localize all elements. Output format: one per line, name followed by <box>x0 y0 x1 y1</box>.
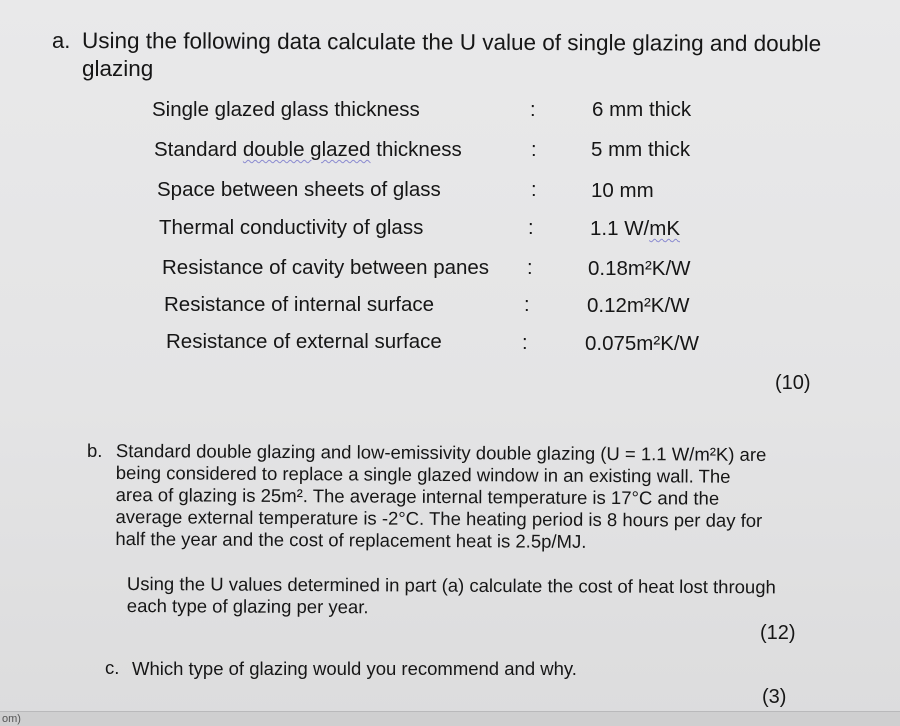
row-label-part: thickness <box>370 138 462 161</box>
marks-b: (12) <box>760 622 796 644</box>
row-value: 0.075m²K/W <box>585 332 699 355</box>
question-a-line1: Using the following data calculate the U value of single glazing and double <box>81 28 822 57</box>
corner-text: om) <box>2 713 21 725</box>
page-bottom-strip <box>0 711 900 726</box>
row-label: Single glazed glass thickness <box>152 98 420 121</box>
question-b-line: Standard double glazing and low-emissivity double glazing (U = 1.1 W/m²K) are <box>115 440 767 465</box>
row-label: Resistance of external surface <box>166 330 442 353</box>
row-colon: : <box>528 217 534 239</box>
row-colon: : <box>531 139 537 161</box>
row-value: 0.18m²K/W <box>588 257 691 280</box>
question-b-subline: each type of glazing per year. <box>126 594 369 618</box>
question-b-line: being considered to replace a single glazed window in an existing wall. The <box>115 461 731 487</box>
spellcheck-underline: double glazed <box>242 138 371 161</box>
row-value-part: 1.1 W/ <box>590 217 650 240</box>
question-c-text: Which type of glazing would you recommend and why. <box>132 658 577 679</box>
row-colon: : <box>527 257 533 279</box>
row-value: 6 mm thick <box>592 98 692 121</box>
row-colon: : <box>524 294 530 316</box>
row-value <box>590 217 680 241</box>
row-label: Thermal conductivity of glass <box>159 216 424 239</box>
marks-c: (3) <box>762 686 787 708</box>
marks-a: (10) <box>775 372 811 394</box>
spellcheck-underline: mK <box>649 217 680 240</box>
row-value: 0.12m²K/W <box>587 294 690 317</box>
row-label: Resistance of internal surface <box>164 293 435 316</box>
question-c-letter: c. <box>105 657 120 678</box>
row-colon: : <box>522 332 528 354</box>
row-label: Resistance of cavity between panes <box>162 256 490 279</box>
question-b-body <box>115 440 816 554</box>
row-colon: : <box>530 99 536 121</box>
question-a-letter: a. <box>52 28 71 53</box>
row-label: Space between sheets of glass <box>157 178 441 201</box>
question-b-line: average external temperature is -2°C. The heating period is 8 hours per day for <box>115 505 763 531</box>
row-label <box>154 138 462 162</box>
question-a-line2: glazing <box>82 56 154 81</box>
question-b-subpart <box>127 573 807 621</box>
question-b-line: half the year and the cost of replacement heat is 2.5p/MJ. <box>115 527 587 552</box>
row-label-part: Standard <box>154 138 243 161</box>
row-colon: : <box>531 179 537 201</box>
question-b-subline: Using the U values determined in part (a) calculate the cost of heat lost through <box>126 573 776 598</box>
question-b-letter: b. <box>87 440 103 461</box>
question-b-line: area of glazing is 25m². The average internal temperature is 17°C and the <box>115 483 720 509</box>
row-value: 5 mm thick <box>591 138 691 161</box>
row-value: 10 mm <box>591 179 654 202</box>
